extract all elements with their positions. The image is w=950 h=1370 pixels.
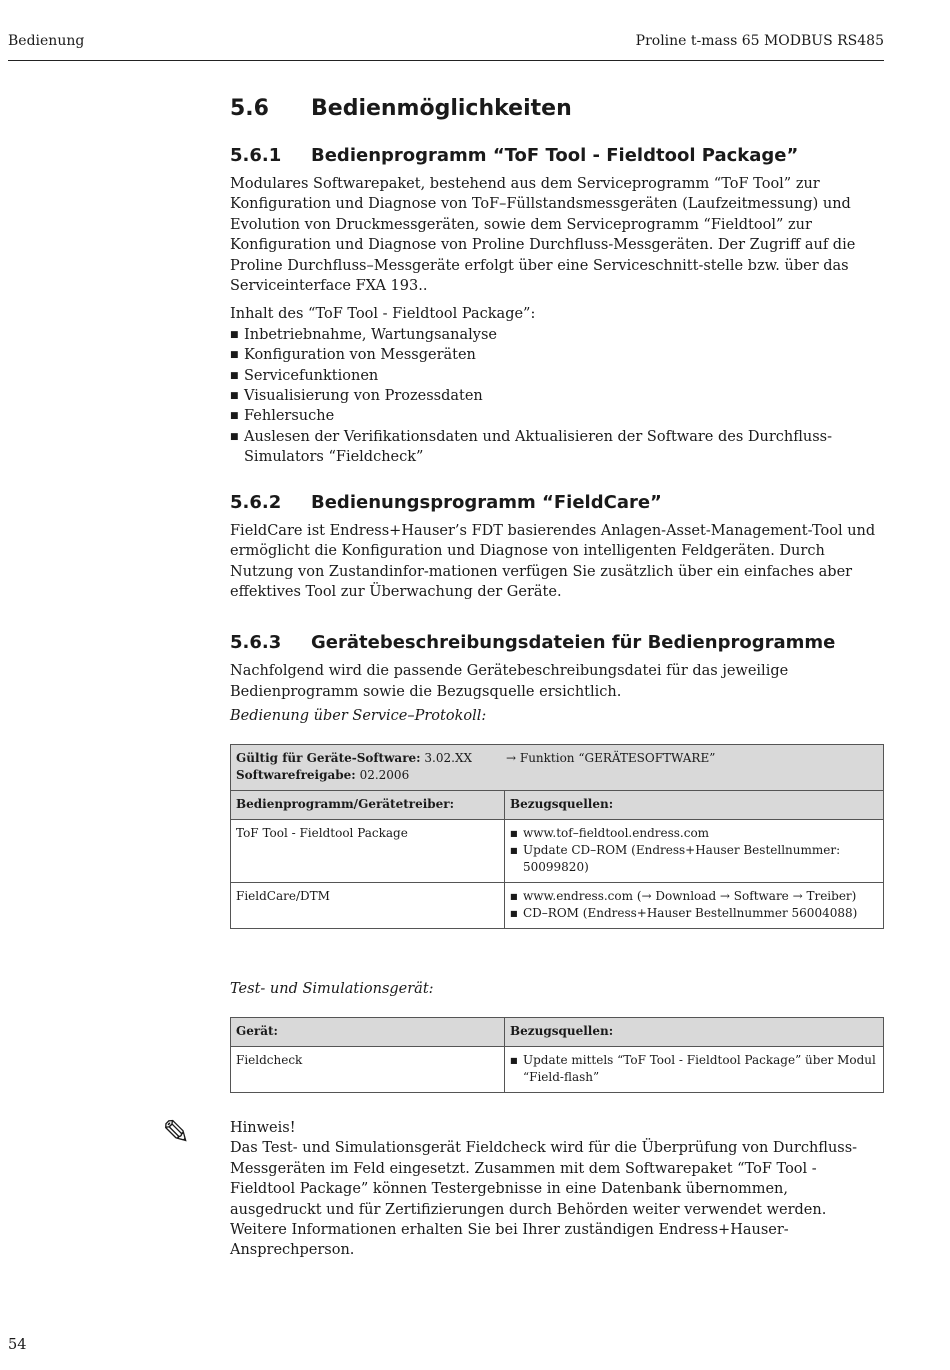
header-chapter: Bedienung	[8, 33, 85, 49]
subsection-number: 5.6.3	[230, 632, 282, 654]
valid-value: 3.02.XX	[424, 751, 473, 766]
page-header	[8, 30, 884, 61]
table-row	[231, 1047, 884, 1093]
table-cell	[505, 820, 884, 883]
feature-list	[230, 325, 884, 468]
section-number: 5.6	[230, 96, 269, 121]
page-number: 54	[8, 1337, 27, 1353]
subsection-title: Bedienprogramm “ToF Tool - Fieldtool Package”	[311, 145, 799, 166]
list-item: ■ Inbetriebnahme, Wartungsanalyse	[230, 325, 884, 345]
source-link[interactable]: ■ www.endress.com (→ Download → Software → Treiber)	[510, 888, 878, 905]
list-item: ■ Visualisierung von Prozessdaten	[230, 386, 884, 406]
valid-label: Gültig für Geräte-Software:	[236, 751, 421, 766]
release-label: Softwarefreigabe:	[236, 768, 356, 783]
subsection-title: Gerätebeschreibungsdateien für Bedienprogramme	[311, 632, 836, 654]
device-description-table	[230, 744, 884, 929]
test-device-table	[230, 1017, 884, 1093]
source-link[interactable]: ■ www.tof–fieldtool.endress.com	[510, 825, 878, 842]
release-value: 02.2006	[359, 768, 410, 783]
table-cell: ToF Tool - Fieldtool Package	[231, 820, 505, 883]
note-text: Das Test- und Simulationsgerät Fieldcheck wird für die Überprüfung von Durchfluss-Messgeräten im Feld eingesetzt. Zusammen mit dem Softwarepaket “ToF Tool - Fieldtool Package” können Testergebnisse in eine Datenbank übernommen, ausgedruckt und für Zertifizierungen durch Behörden weiter verwendet werden. Weitere Informationen erhalten Sie bei Ihrer zuständigen Endress+Hauser-Ansprechperson.	[230, 1140, 858, 1259]
column-header: Bedienprogramm/Gerätetreiber:	[231, 791, 505, 820]
table-header-row	[231, 791, 884, 820]
table-row	[231, 745, 884, 791]
list-intro: Inhalt des “ToF Tool - Fieldtool Package”:	[230, 306, 536, 323]
header-product: Proline t-mass 65 MODBUS RS485	[635, 33, 884, 49]
table-header-row	[231, 1018, 884, 1047]
column-header: Bezugsquellen:	[505, 791, 884, 820]
subsection-heading	[230, 492, 884, 513]
section-title: Bedienmöglichkeiten	[311, 96, 572, 121]
paragraph: Modulares Softwarepaket, bestehend aus dem Serviceprogramm “ToF Tool” zur Konfiguration und Diagnose von ToF–Füllstandsmessgeräten (Laufzeitmessung) und Evolution von Druckmessgeräten, sowie dem Serviceprogramm “Fieldtool” zur Konfiguration und Diagnose von Proline Durchfluss-Messgeräten. Der Zugriff auf die Proline Durchfluss–Messgeräte erfolgt über eine Serviceschnitt-stelle bzw. über das Serviceinterface FXA 193..	[230, 176, 856, 295]
source-item: ■ Update mittels “ToF Tool - Fieldtool Package” über Modul “Field-flash”	[510, 1052, 878, 1086]
note-title: Hinweis!	[230, 1120, 296, 1136]
subsection-heading	[230, 145, 884, 166]
list-item: ■ Fehlersuche	[230, 406, 884, 426]
list-item: ■ Auslesen der Verifikationsdaten und Aktualisieren der Software des Durchfluss-Simulators “Fieldcheck”	[230, 427, 884, 468]
note-box	[230, 1118, 884, 1261]
source-item: ■ Update CD–ROM (Endress+Hauser Bestellnummer: 50099820)	[510, 842, 878, 876]
subsection-heading	[230, 632, 884, 653]
list-item: ■ Servicefunktionen	[230, 366, 884, 386]
function-reference: → Funktion “GERÄTESOFTWARE”	[506, 751, 716, 766]
section-heading	[230, 96, 884, 121]
table-cell: FieldCare/DTM	[231, 883, 505, 929]
subsection-device-files	[230, 632, 884, 1093]
main-content	[230, 96, 884, 1113]
table-row	[231, 883, 884, 929]
pencil-icon: ✎	[162, 1113, 191, 1153]
table-caption: Test- und Simulationsgerät:	[230, 981, 434, 998]
column-header: Bezugsquellen:	[505, 1018, 884, 1047]
table-cell: Fieldcheck	[231, 1047, 505, 1093]
subsection-fieldcare	[230, 492, 884, 603]
table-caption: Bedienung über Service–Protokoll:	[230, 708, 487, 725]
source-item: ■ CD–ROM (Endress+Hauser Bestellnummer 56004088)	[510, 905, 878, 922]
list-item: ■ Konfiguration von Messgeräten	[230, 345, 884, 365]
subsection-number: 5.6.2	[230, 491, 282, 513]
table-cell	[505, 883, 884, 929]
table-cell	[505, 1047, 884, 1093]
table-row	[231, 820, 884, 883]
software-info-cell	[231, 745, 884, 791]
paragraph: Nachfolgend wird die passende Gerätebeschreibungsdatei für das jeweilige Bedienprogramm sowie die Bezugsquelle ersichtlich.	[230, 663, 789, 700]
paragraph: FieldCare ist Endress+Hauser’s FDT basierendes Anlagen-Asset-Management-Tool und ermöglicht die Konfiguration und Diagnose von intelligenten Feldgeräten. Durch Nutzung von Zustandinfor-mationen verfügen Sie zusätzlich über ein einfaches aber effektives Tool zur Überwachung der Geräte.	[230, 522, 876, 600]
subsection-number: 5.6.1	[230, 145, 282, 166]
column-header: Gerät:	[231, 1018, 505, 1047]
subsection-tof-tool	[230, 145, 884, 468]
subsection-title: Bedienungsprogramm “FieldCare”	[311, 491, 662, 513]
